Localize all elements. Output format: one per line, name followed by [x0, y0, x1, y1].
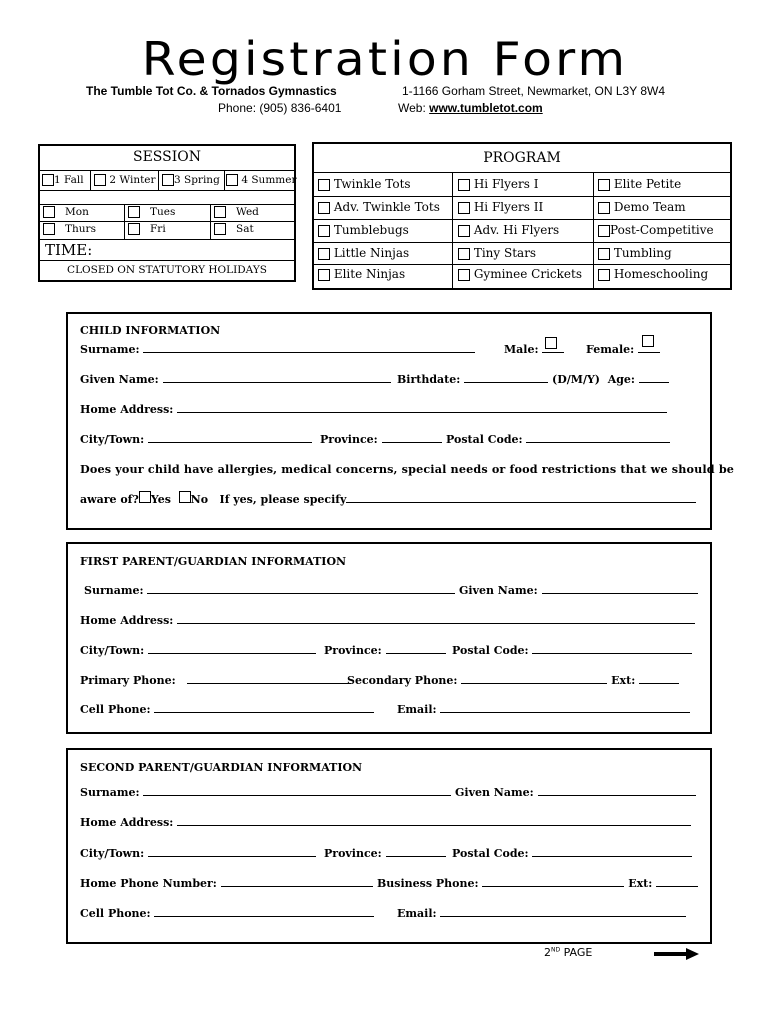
parent2-home-phone-field[interactable]	[221, 876, 373, 887]
allergy-yes-checkbox[interactable]	[139, 491, 151, 503]
web-link[interactable]: www.tumbletot.com	[429, 101, 543, 115]
program-homeschooling[interactable]: Homeschooling	[598, 267, 708, 281]
season-summer[interactable]: 4 Summer	[226, 174, 296, 186]
elite-petite-checkbox[interactable]	[598, 179, 610, 191]
program-hi-flyers-2[interactable]: Hi Flyers II	[458, 200, 543, 214]
elite-ninjas-checkbox[interactable]	[318, 269, 330, 281]
age-field[interactable]	[639, 372, 669, 383]
child-given-row: Given Name:	[80, 372, 391, 386]
parent1-province-row: Province:	[324, 643, 446, 657]
parent2-address-row: Home Address:	[80, 815, 691, 829]
program-box	[312, 142, 732, 290]
right-arrow-icon[interactable]	[654, 947, 700, 961]
program-gyminee-crickets[interactable]: Gyminee Crickets	[458, 267, 582, 281]
mon-checkbox[interactable]	[43, 206, 55, 218]
program-demo-team[interactable]: Demo Team	[598, 200, 686, 214]
parent1-postal-row: Postal Code:	[452, 643, 692, 657]
company-phone: Phone: (905) 836-6401	[218, 101, 342, 115]
parent2-cell-field[interactable]	[154, 906, 374, 917]
parent1-ext-field[interactable]	[639, 673, 679, 684]
tiny-stars-checkbox[interactable]	[458, 248, 470, 260]
tumbling-checkbox[interactable]	[598, 248, 610, 260]
parent1-province-field[interactable]	[386, 643, 446, 654]
program-heading: PROGRAM	[483, 150, 561, 166]
sat-checkbox[interactable]	[214, 223, 226, 235]
program-twinkle-tots[interactable]: Twinkle Tots	[318, 177, 411, 191]
parent2-city-row: City/Town:	[80, 846, 316, 860]
child-province-row: Province:	[320, 432, 442, 446]
season-spring[interactable]: 3 Spring	[162, 174, 220, 186]
parent1-address-row: Home Address:	[80, 613, 695, 627]
web-label: Web:	[398, 101, 426, 115]
adv-hi-flyers-checkbox[interactable]	[458, 225, 470, 237]
parent2-surname-field[interactable]	[143, 785, 451, 796]
time-label: TIME:	[45, 241, 93, 259]
day-sat[interactable]: Sat	[214, 223, 254, 235]
post-competitive-checkbox[interactable]	[598, 225, 610, 237]
male-field[interactable]	[542, 342, 564, 353]
program-little-ninjas[interactable]: Little Ninjas	[318, 246, 409, 260]
parent1-given-field[interactable]	[542, 583, 698, 594]
day-wed[interactable]: Wed	[214, 206, 259, 218]
child-birthdate-row: Birthdate: (D/M/Y) Age:	[397, 372, 669, 386]
parent2-province-row: Province:	[324, 846, 446, 860]
birthdate-field[interactable]	[464, 372, 548, 383]
fall-checkbox[interactable]	[42, 174, 54, 186]
day-fri[interactable]: Fri	[128, 223, 166, 235]
parent2-heading: SECOND PARENT/GUARDIAN INFORMATION	[80, 761, 363, 774]
tumblebugs-checkbox[interactable]	[318, 225, 330, 237]
child-province-field[interactable]	[382, 432, 442, 443]
program-tiny-stars[interactable]: Tiny Stars	[458, 246, 536, 260]
summer-checkbox[interactable]	[226, 174, 238, 186]
program-post-competitive[interactable]: Post-Competitive	[598, 223, 714, 237]
child-heading: CHILD INFORMATION	[80, 324, 221, 337]
child-male-row: Male:	[504, 342, 564, 356]
parent1-postal-field[interactable]	[532, 643, 692, 654]
parent2-business-phone-field[interactable]	[482, 876, 624, 887]
parent2-business-phone-row: Business Phone: Ext:	[377, 876, 698, 890]
spring-checkbox[interactable]	[162, 174, 174, 186]
parent1-city-field[interactable]	[148, 643, 316, 654]
allergy-question: Does your child have allergies, medical concerns, special needs or food restrictions that we should be	[80, 462, 735, 476]
program-elite-petite[interactable]: Elite Petite	[598, 177, 681, 191]
parent2-email-row: Email:	[397, 906, 686, 920]
child-postal-row: Postal Code:	[446, 432, 670, 446]
parent1-cell-row: Cell Phone:	[80, 702, 374, 716]
adv-twinkle-tots-checkbox[interactable]	[318, 202, 330, 214]
parent1-surname-row: Surname:	[84, 583, 455, 597]
parent1-primary-phone-field[interactable]	[187, 673, 351, 684]
child-address-field[interactable]	[177, 402, 667, 413]
program-tumbling[interactable]: Tumbling	[598, 246, 672, 260]
fri-checkbox[interactable]	[128, 223, 140, 235]
thurs-checkbox[interactable]	[43, 223, 55, 235]
allergy-no-checkbox[interactable]	[179, 491, 191, 503]
hi-flyers-2-checkbox[interactable]	[458, 202, 470, 214]
allergy-row: aware of? Yes No If yes, please specify	[80, 491, 696, 506]
little-ninjas-checkbox[interactable]	[318, 248, 330, 260]
child-city-row: City/Town:	[80, 432, 312, 446]
parent2-given-row: Given Name:	[455, 785, 696, 799]
program-hi-flyers-1[interactable]: Hi Flyers I	[458, 177, 538, 191]
child-given-field[interactable]	[163, 372, 391, 383]
parent1-city-row: City/Town:	[80, 643, 316, 657]
child-address-row: Home Address:	[80, 402, 667, 416]
day-thurs[interactable]: Thurs	[43, 223, 96, 235]
parent2-ext-field[interactable]	[656, 876, 698, 887]
next-page-label[interactable]: 2ND PAGE	[544, 946, 593, 959]
day-tues[interactable]: Tues	[128, 206, 175, 218]
parent1-heading: FIRST PARENT/GUARDIAN INFORMATION	[80, 555, 347, 568]
program-elite-ninjas[interactable]: Elite Ninjas	[318, 267, 405, 281]
parent1-surname-field[interactable]	[147, 583, 455, 594]
season-fall[interactable]: 1 Fall	[42, 174, 84, 186]
parent2-postal-row: Postal Code:	[452, 846, 692, 860]
parent1-email-field[interactable]	[440, 702, 690, 713]
parent1-secondary-phone-field[interactable]	[461, 673, 607, 684]
parent1-given-row: Given Name:	[459, 583, 698, 597]
demo-team-checkbox[interactable]	[598, 202, 610, 214]
parent1-email-row: Email:	[397, 702, 690, 716]
program-adv-twinkle-tots[interactable]: Adv. Twinkle Tots	[318, 200, 440, 214]
male-checkbox[interactable]	[545, 337, 557, 349]
winter-checkbox[interactable]	[94, 174, 106, 186]
parent2-surname-row: Surname:	[80, 785, 451, 799]
closed-note: CLOSED ON STATUTORY HOLIDAYS	[67, 264, 267, 276]
season-winter[interactable]: 2 Winter	[94, 174, 156, 186]
session-box	[38, 144, 296, 282]
company-name: The Tumble Tot Co. & Tornados Gymnastics	[86, 84, 337, 98]
parent2-city-field[interactable]	[148, 846, 316, 857]
gyminee-crickets-checkbox[interactable]	[458, 269, 470, 281]
parent2-home-phone-row: Home Phone Number:	[80, 876, 373, 890]
company-address: 1-1166 Gorham Street, Newmarket, ON L3Y 8W4	[402, 84, 665, 98]
parent1-secondary-phone-row: Secondary Phone: Ext:	[347, 673, 679, 687]
parent2-email-field[interactable]	[440, 906, 686, 917]
tues-checkbox[interactable]	[128, 206, 140, 218]
program-tumblebugs[interactable]: Tumblebugs	[318, 223, 409, 237]
parent2-province-field[interactable]	[386, 846, 446, 857]
twinkle-tots-checkbox[interactable]	[318, 179, 330, 191]
child-female-row: Female:	[586, 342, 660, 356]
day-mon[interactable]: Mon	[43, 206, 89, 218]
allergy-specify-field[interactable]	[346, 492, 696, 503]
homeschooling-checkbox[interactable]	[598, 269, 610, 281]
program-adv-hi-flyers[interactable]: Adv. Hi Flyers	[458, 223, 559, 237]
child-surname-row: Surname:	[80, 342, 475, 356]
parent1-cell-field[interactable]	[154, 702, 374, 713]
female-field[interactable]	[638, 342, 660, 353]
wed-checkbox[interactable]	[214, 206, 226, 218]
hi-flyers-1-checkbox[interactable]	[458, 179, 470, 191]
female-checkbox[interactable]	[642, 335, 654, 347]
parent2-given-field[interactable]	[538, 785, 696, 796]
parent2-postal-field[interactable]	[532, 846, 692, 857]
parent1-primary-phone-row: Primary Phone:	[80, 673, 351, 687]
parent1-address-field[interactable]	[177, 613, 695, 624]
session-heading: SESSION	[132, 149, 201, 165]
page-title: Registration Form	[141, 32, 629, 86]
child-surname-field[interactable]	[143, 342, 475, 353]
child-city-field[interactable]	[148, 432, 312, 443]
parent2-cell-row: Cell Phone:	[80, 906, 374, 920]
company-web	[398, 101, 543, 115]
child-postal-field[interactable]	[526, 432, 670, 443]
parent2-address-field[interactable]	[177, 815, 691, 826]
